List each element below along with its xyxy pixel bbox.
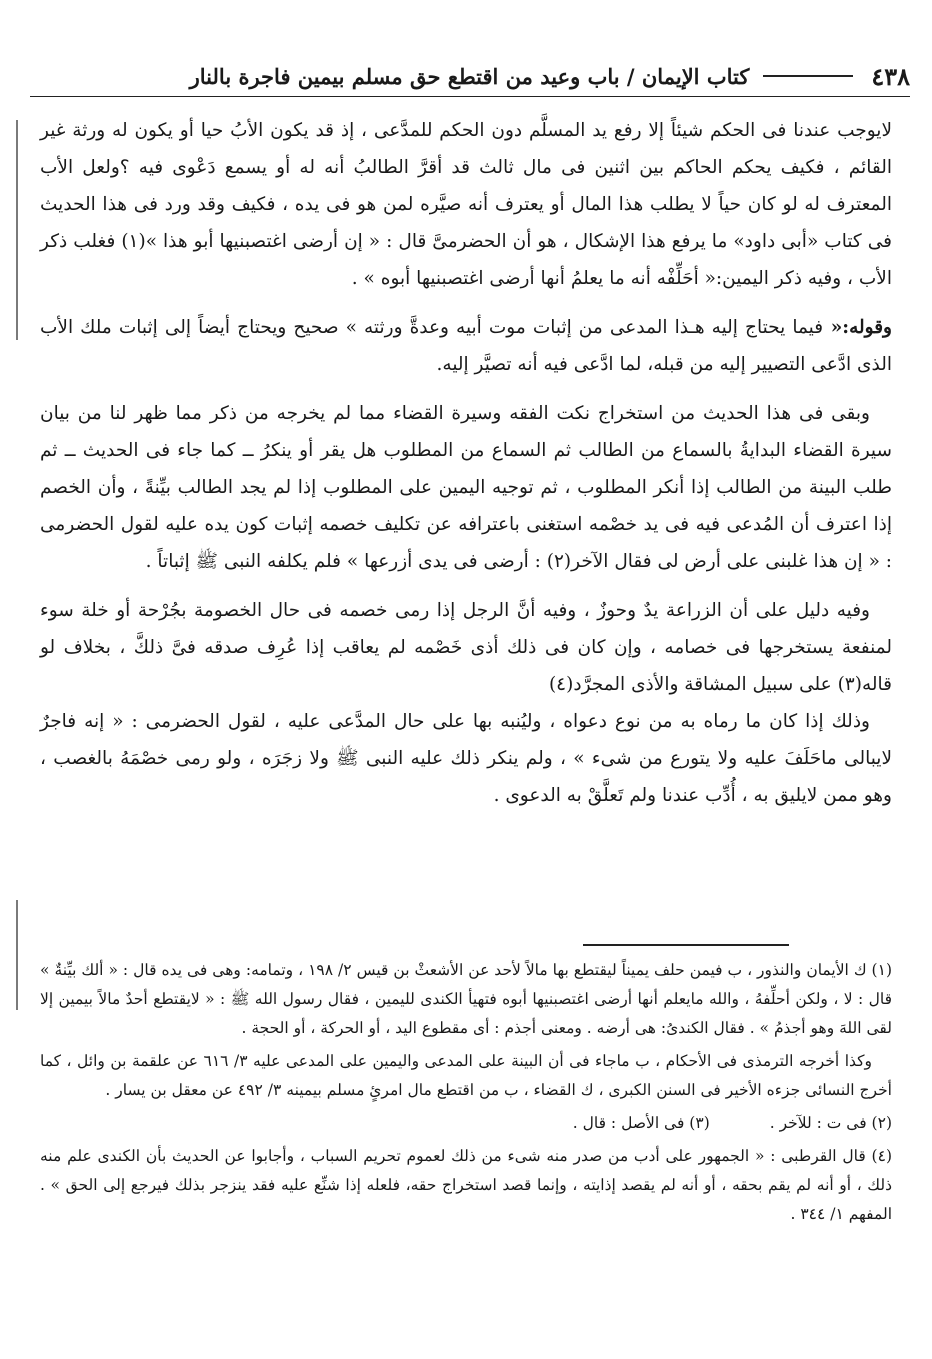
footnote-separator xyxy=(583,944,789,946)
footnote-pair xyxy=(40,1109,892,1138)
main-text xyxy=(40,112,892,826)
paragraph-5: وذلك إذا كان ما رماه به من نوع دعواه ، وليُنبه بها على حال المدَّعى عليه ، لقول الحضرمى : « إنه فاجرٌ لايبالى ماحَلَفَ عليه ولا يتورع من شىء » ، ولم ينكر ذلك عليه النبى ﷺ ولا زجَرَه ، ولو رمى خصْمَهُ بالغصب ، وهو ممن لايليق به ، أُدِّب عندنا ولم تَعلَّقْ به الدعوى . xyxy=(40,711,892,806)
footnote-1-continued: وكذا أخرجه الترمذى فى الأحكام ، ب ماجاء فى أن البينة على المدعى واليمين على المدعى عليه ٣/ ٦١٦ عن علقمة بن وائل ، كما أخرج النسائى جزءه الأخير فى السنن الكبرى ، ك القضاء ، ب من اقتطع مال امرئٍ مسلم بيمينه ٣/ ٤٩٢ عن معقل بن يسار . xyxy=(40,1052,892,1099)
paragraph-1: لايوجب عندنا فى الحكم شيئاً إلا رفع يد المسلَّم دون الحكم للمدَّعى ، إذ قد يكون الأبُ حيا أو يكون له ورثة غير القائم ، فكيف يحكم الحاكم بين اثنين فى مال ثالث قد أقرَّ الطالبُ أنه له أو يسمع دَعْوى فيه ؟ولعل الأب المعترف له لو كان حياً لا يطلب هذا المال أو يعترف أنه صيَّره لمن هو فى يده ، فكيف وقد ورد فى هذا الحديث فى كتاب «أبى داود» ما يرفع هذا الإشكال ، هو أن الحضرمىَّ قال : « إن أرضى اغتصبنيها أبو هذا »(١) فغلب ذكر الأب ، وفيه ذكر اليمين:« أحَلِّفْه أنه ما يعلمُ أنها أرضى اغتصبنيها أبوه » . xyxy=(40,120,892,289)
scan-margin-line xyxy=(16,120,18,340)
page-header xyxy=(30,56,910,97)
page-number: ٤٣٨ xyxy=(871,61,910,91)
scan-margin-line xyxy=(16,900,18,1010)
footnote-1: (١) ك الأيمان والنذور ، ب فيمن حلف يميناً ليقتطع بها مالاً لأحد عن الأشعثْ بن قيس ٢/ ١٩٨ ، وتمامه: وهى فى يده قال : « ألك بيِّنةٌ » قال : لا ، ولكن أحلِّفهُ ، والله مايعلم أنها أرضى اغتصبنيها أبوه فتهيأ الكندى لليمين ، فقال رسول الله ﷺ : « لايقتطع أحدٌ مالاً بيمين إلا لقى اللهَ وهو أجذمُ » . فقال الكندىُ: هى أرضه . ومعنى أجذم : أى مقطوع اليد ، أو الحركة ، أو الحجة . xyxy=(40,961,892,1037)
paragraph-2-text: فيما يحتاج إليه هـذا المدعى من إثبات موت أبيه وعدةَّ ورثته » صحيح ويحتاج أيضاً إلى إثبات ملك الأب الذى ادَّعى التصيير إليه من قبله، لما ادَّعى فيه أنه تصيَّر إليه. xyxy=(40,317,892,375)
lead-word: وقوله:« xyxy=(823,317,892,338)
paragraph-3: وبقى فى هذا الحديث من استخراج نكت الفقه وسيرة القضاء مما لم يخرجه من ذكر مما ظهر لنا من بيان سيرة القضاء البدايةُ بالسماع من الطالب ثم السماع من المطلوب هل يقر أو ينكرُ ــ كما جاء فى الحديث ــ ثم طلب البينة من الطالب إذا أنكر المطلوب ، ثم توجيه اليمين على المطلوب إذا لم يجد الطالب بيِّنةً ، وأن الخصم إذا اعترف أن المُدعى فيه فى يد خصْمه استغنى باعترافه عن تكليف خصمه إثبات كون يده عليه لقول الحضرمى : « إن هذا غلبنى على أرض لى فقال الآخر(٢) : أرضى فى يدى أزرعها » فلم يكلفه النبى ﷺ إثباتاً . xyxy=(40,403,892,572)
running-title: كتاب الإيمان / باب وعيد من اقتطع حق مسلم بيمين فاجرة بالنار xyxy=(189,63,750,89)
footnote-3: (٣) فى الأصل : قال . xyxy=(572,1114,710,1132)
footnote-2: (٢) فى ت : للآخر . xyxy=(769,1114,892,1132)
paragraph-4: وفيه دليل على أن الزراعة يدٌ وحوزٌ ، وفيه أنَّ الرجل إذا رمى خصمه فى حال الخصومة بجُرْحة أو خلة سوء لمنفعة يستخرجها فى خصامه ، وإن كان فى ذلك أذى خَصْمه لم يعاقب إذا عُرِف صدقه فىَّ ذلكَّ ، بخلاف لو قاله(٣) على سبيل المشاقة والأذى المجرَّد(٤) xyxy=(40,600,892,695)
paragraph-2 xyxy=(40,309,892,383)
footnotes xyxy=(40,956,892,1233)
footnote-4: (٤) قال القرطبى : « الجمهور على أدب من صدر منه شىء من ذلك لعموم تحريم السباب ، وأجابوا عن الحديث بأن الكندى علم منه ذلك ، أو أنه لم يقم بحقه ، أو أنه لم يقصد إذايته ، وإنما قصد استخراج حقه، فلعله إذا شنِّع عليه فقد ينزجر بذلك فيرجع إلى الحق » . المفهم ١/ ٣٤٤ . xyxy=(40,1147,892,1223)
header-rule xyxy=(763,75,853,77)
